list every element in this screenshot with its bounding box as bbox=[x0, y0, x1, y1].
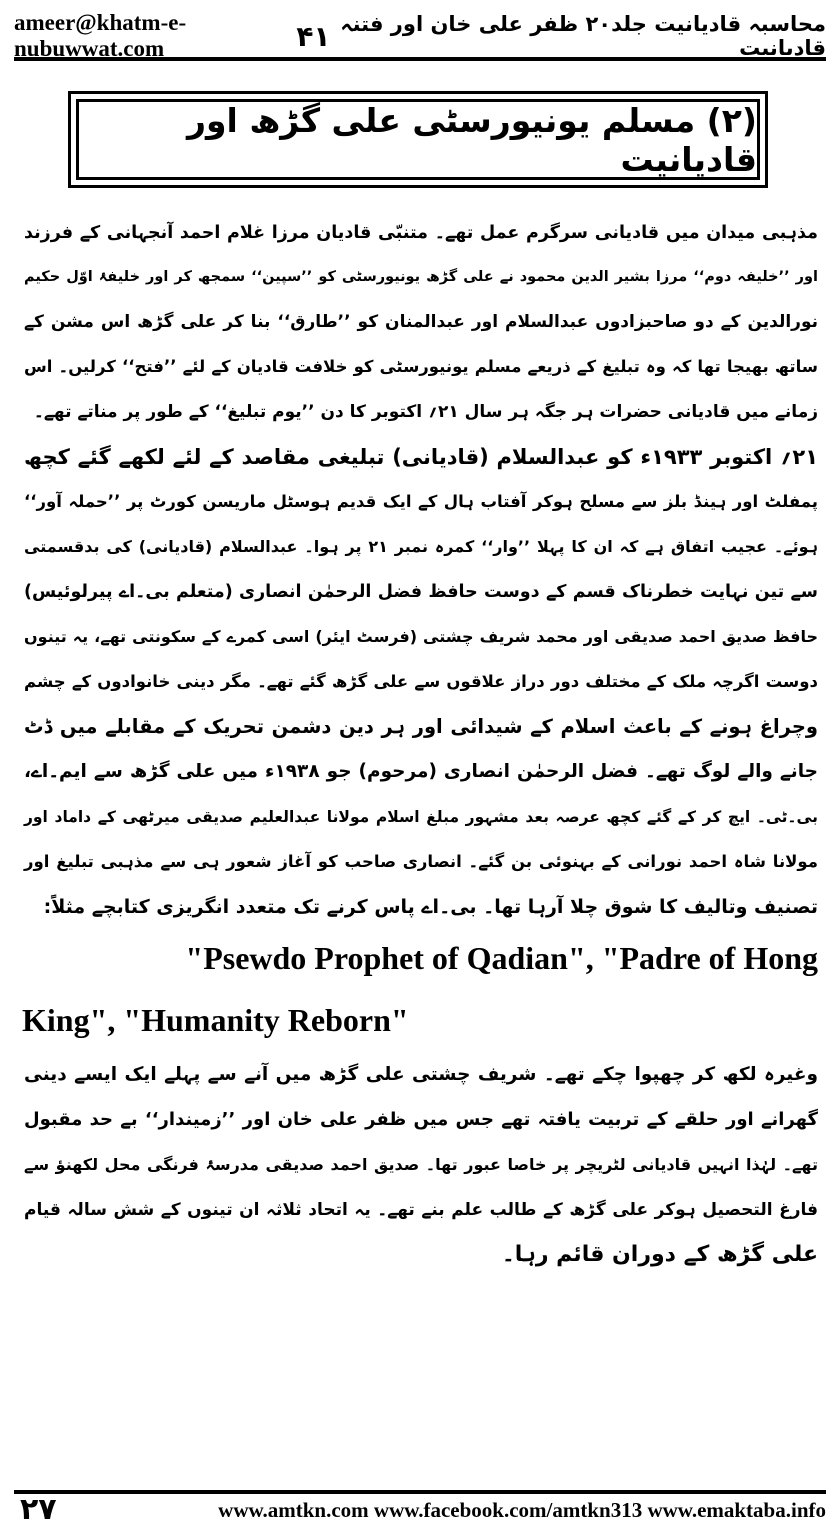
body-line: مذہبی میدان میں قادیانی سرگرم عمل تھے۔ متنبّی قادیان مرزا غلام احمد آنجہانی کے فرزند bbox=[24, 223, 818, 243]
body-line: زمانے میں قادیانی حضرات ہر جگہ ہر سال ۲۱؍ اکتوبر کا دن ’’یوم تبلیغ‘‘ کے طور پر مناتے تھے۔ bbox=[33, 402, 818, 422]
body-line: ۲۱؍ اکتوبر ۱۹۳۳ء کو عبدالسلام (قادیانی) تبلیغی مقاصد کے لئے لکھے گئے کچھ bbox=[24, 445, 819, 469]
chapter-title: (۲) مسلم یونیورسٹی علی گڑھ اور قادیانیت bbox=[187, 100, 757, 179]
header-left bbox=[14, 10, 331, 62]
header-rule bbox=[14, 57, 826, 61]
body-line: دوست اگرچہ ملک کے مختلف دور دراز علاقوں سے علی گڑھ گئے تھے۔ مگر دینی خانوادوں کے چشم bbox=[24, 672, 818, 691]
header-book-title: محاسبہ قادیانیت جلد۲۰ ظفر علی خان اور فتنہ قادیانیت bbox=[340, 12, 826, 60]
body-line: وغیرہ لکھ کر چھپوا چکے تھے۔ شریف چشتی علی گڑھ میں آنے سے پہلے ایک ایسے دینی bbox=[24, 1064, 818, 1085]
body-line: علی گڑھ کے دوران قائم رہا۔ bbox=[501, 1242, 818, 1267]
body-line: نورالدین کے دو صاحبزادوں عبدالسلام اور عبدالمنان کو ’’طارق‘‘ بنا کر علی گڑھ اس مشن کے bbox=[24, 312, 818, 332]
body-line: حافظ صدیق احمد صدیقی اور محمد شریف چشتی (فرسٹ ایئر) اسی کمرے کے سکونتی تھے، یہ تینوں bbox=[24, 627, 818, 646]
body-line: تصنیف وتالیف کا شوق چلا آرہا تھا۔ بی۔اے پاس کرنے تک متعدد انگریزی کتابچے مثلاً: bbox=[43, 896, 818, 918]
body-line: تھے۔ لہٰذا انہیں قادیانی لٹریچر پر خاصا عبور تھا۔ صدیق احمد صدیقی مدرسۂ فرنگی محل لکھنؤ سے bbox=[24, 1155, 818, 1174]
page-footer bbox=[14, 1490, 826, 1530]
body-line: بی۔ٹی۔ ایچ کر کے گئے کچھ عرصہ بعد مشہور مبلغ اسلام مولانا عبدالعلیم صدیقی میرٹھی کے داماد اور bbox=[24, 808, 818, 826]
footer-rule bbox=[14, 1490, 826, 1494]
body-line: پمفلٹ اور ہینڈ بلز سے مسلح ہوکر آفتاب ہال کے ایک قدیم ہوسٹل ماریسن کورٹ پر ’’حملہ آور‘‘ bbox=[24, 492, 818, 511]
page-header bbox=[14, 10, 826, 61]
body-line: فارغ التحصیل ہوکر علی گڑھ کے طالب علم بنے تھے۔ یہ اتحاد ثلاثہ ان تینوں کے شش سالہ قیام bbox=[24, 1200, 818, 1220]
footer-page-number: ۲۷ bbox=[20, 1492, 57, 1527]
body-line: جانے والے لوگ تھے۔ فضل الرحمٰن انصاری (مرحوم) جو ۱۹۳۸ء میں علی گڑھ سے ایم۔اے، bbox=[24, 761, 818, 782]
chapter-title-box bbox=[68, 91, 768, 188]
body-line: ہوئے۔ عجیب اتفاق ہے کہ ان کا پہلا ’’وار‘‘ کمرہ نمبر ۲۱ پر ہوا۔ عبدالسلام (قادیانی) کی بدقسمتی bbox=[24, 537, 818, 556]
header-page-number: ۴۱ bbox=[296, 19, 331, 53]
body-line: مولانا شاہ احمد نورانی کے بہنوئی بن گئے۔ انصاری صاحب کو آغاز شعور ہی سے مذہبی تبلیغ اور bbox=[24, 852, 818, 871]
header-email: ameer@khatm-e-nubuwwat.com bbox=[14, 10, 187, 61]
body-line: اور ’’خلیفہ دوم‘‘ مرزا بشیر الدین محمود نے علی گڑھ یونیورسٹی کو ’’سپین‘‘ سمجھ کر اور خلیفۂ اوّل حکیم bbox=[24, 269, 818, 285]
body-line: سے تین نہایت خطرناک قسم کے دوست حافظ فضل الرحمٰن انصاری (متعلم بی۔اے پیرلوئیس) bbox=[24, 582, 818, 602]
chapter-title-inner-frame bbox=[76, 99, 760, 180]
body-line: وچراغ ہونے کے باعث اسلام کے شیدائی اور ہر دین دشمن تحریک کے مقابلے میں ڈٹ bbox=[24, 715, 818, 738]
english-titles-line-1: "Psewdo Prophet of Qadian", "Padre of Hong bbox=[185, 940, 818, 976]
body-line: گھرانے اور حلقے کے تربیت یافتہ تھے جس میں ظفر علی خان اور ’’زمیندار‘‘ بے حد مقبول bbox=[24, 1109, 818, 1130]
footer-websites: www.amtkn.com www.facebook.com/amtkn313 www.emaktaba.info bbox=[218, 1498, 826, 1522]
english-titles-line-2: King", "Humanity Reborn" bbox=[22, 1002, 409, 1038]
body-line: ساتھ بھیجا تھا کہ وہ تبلیغ کے ذریعے مسلم یونیورسٹی کو خلافت قادیان کے لئے ’’فتح‘‘ کرلیں۔ اس bbox=[24, 357, 818, 376]
